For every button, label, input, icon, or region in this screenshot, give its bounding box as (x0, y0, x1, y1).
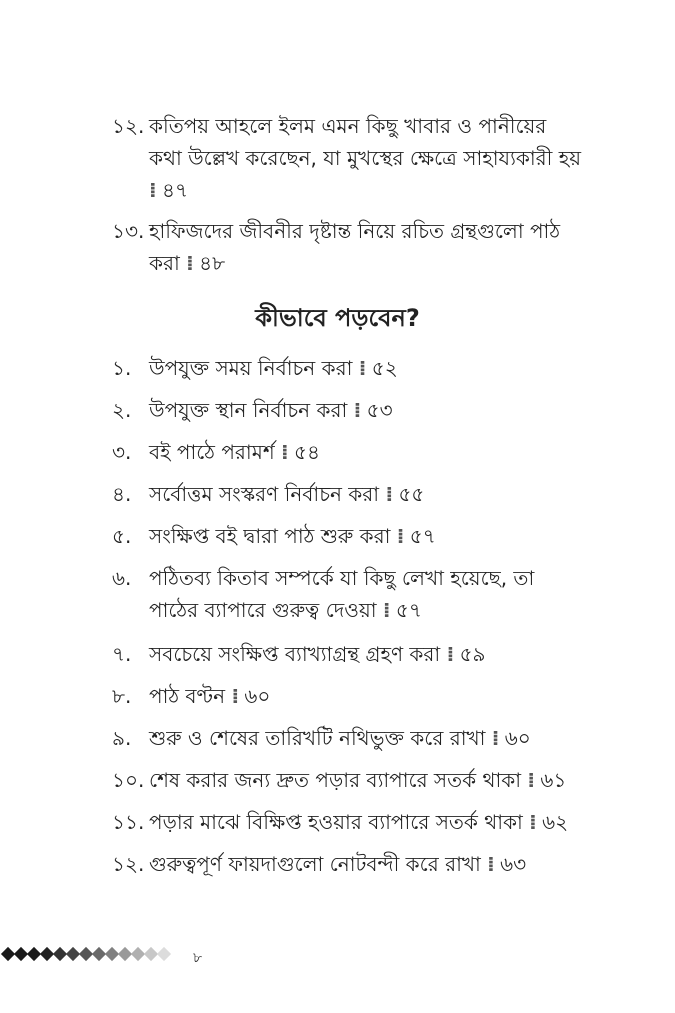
entry-number: ১. (112, 356, 132, 380)
entry-title: সবচেয়ে সংক্ষিপ্ত ব্যাখ্যাগ্রন্থ গ্রহণ করা (149, 642, 441, 666)
entry-title: শুরু ও শেষের তারিখটি নথিভুক্ত করে রাখা (149, 726, 486, 750)
separator-icon: ⁞ (231, 684, 239, 708)
entry-page: ৪৮ (199, 251, 226, 275)
entry-text (149, 394, 582, 426)
entry-title: বই পাঠে পরামর্শ (149, 440, 275, 464)
entry-number: ১২. (112, 852, 145, 876)
entry-number: ১০. (112, 768, 145, 792)
entry-number: ৩. (112, 440, 132, 464)
entry-text (149, 110, 582, 206)
entry-number: ৪. (112, 482, 132, 506)
toc-entry (112, 806, 582, 838)
separator-icon: ⁞ (353, 398, 361, 422)
entry-number: ৭. (112, 642, 132, 666)
section-heading: কীভাবে পড়বেন? (255, 304, 420, 332)
entry-text (149, 638, 582, 670)
separator-icon: ⁞ (385, 482, 393, 506)
separator-icon: ⁞ (149, 178, 156, 202)
entry-page: ৫৭ (395, 598, 422, 622)
separator-icon: ⁞ (529, 810, 536, 834)
toc-entry (112, 436, 582, 468)
entry-page: ৬৩ (500, 852, 527, 876)
entry-number: ১২. (112, 114, 145, 138)
entry-number: ৫. (112, 524, 132, 548)
entry-title: পাঠ বণ্টন (149, 684, 226, 708)
separator-icon: ⁞ (487, 852, 494, 876)
entry-page: ৫৩ (366, 398, 393, 422)
entry-title: শেষ করার জন্য দ্রুত পড়ার ব্যাপারে সতর্ক থাকা (149, 768, 522, 792)
separator-icon: ⁞ (446, 642, 454, 666)
toc-entry (112, 680, 582, 712)
separator-icon: ⁞ (382, 598, 390, 622)
entry-number: ১১. (112, 810, 145, 834)
toc-entry (112, 520, 582, 552)
entry-page: ৫২ (371, 356, 398, 380)
entry-number: ৬. (112, 566, 132, 590)
entry-title: সর্বোত্তম সংস্করণ নির্বাচন করা (149, 482, 380, 506)
separator-icon: ⁞ (281, 440, 288, 464)
entry-title: উপযুক্ত সময় নির্বাচন করা (149, 356, 353, 380)
entry-text (149, 848, 582, 880)
entry-text (149, 680, 582, 712)
toc-entry (112, 215, 582, 279)
entry-page: ৬০ (504, 726, 531, 750)
entry-title: পঠিতব্য কিতাব সম্পর্কে যা কিছু লেখা হয়েছে, তা পাঠের ব্যাপারে গুরুত্ব দেওয়া (149, 566, 535, 622)
toc-entry (112, 478, 582, 510)
entry-number: ৯. (112, 726, 132, 750)
entry-text (149, 215, 582, 279)
entry-title: পড়ার মাঝে বিক্ষিপ্ত হওয়ার ব্যাপারে সতর্ক থাকা (149, 810, 523, 834)
toc-entry (112, 110, 582, 206)
entry-number: ২. (112, 398, 132, 422)
entry-text (149, 562, 582, 626)
toc-entry (112, 848, 582, 880)
entry-page: ৫৪ (294, 440, 320, 464)
entry-text (149, 806, 582, 838)
entry-page: ৫৯ (459, 642, 486, 666)
entry-page: ৬১ (540, 768, 567, 792)
entry-title: গুরুত্বপূর্ণ ফায়দাগুলো নোটবন্দী করে রাখা (149, 852, 481, 876)
toc-entry (112, 352, 582, 384)
separator-icon: ⁞ (527, 768, 535, 792)
toc-entry (112, 394, 582, 426)
toc-entry (112, 764, 582, 796)
entry-text (149, 352, 582, 384)
entry-text (149, 722, 582, 754)
entry-title: উপযুক্ত স্থান নির্বাচন করা (149, 398, 348, 422)
entry-page: ৬২ (542, 810, 569, 834)
entry-page: ৬০ (244, 684, 271, 708)
separator-icon: ⁞ (358, 356, 366, 380)
toc-entry (112, 562, 582, 626)
entry-page: ৫৫ (398, 482, 425, 506)
entry-page: ৪৭ (161, 178, 188, 202)
entry-title: কতিপয় আহলে ইলম এমন কিছু খাবার ও পানীয়ের কথা উল্লেখ করেছেন, যা মুখস্থের ক্ষেত্রে সাহায্যকারী হয় (149, 114, 582, 170)
entry-text (149, 520, 582, 552)
toc-entry (112, 722, 582, 754)
separator-icon: ⁞ (186, 251, 193, 275)
entry-title: সংক্ষিপ্ত বই দ্বারা পাঠ শুরু করা (149, 524, 391, 548)
separator-icon: ⁞ (491, 726, 499, 750)
entry-text (149, 478, 582, 510)
entry-number: ৮. (112, 684, 132, 708)
page-number: ৮ (193, 950, 203, 966)
entry-text (149, 764, 582, 796)
diamond-icon (157, 947, 171, 961)
entry-page: ৫৭ (409, 524, 436, 548)
separator-icon: ⁞ (396, 524, 404, 548)
entry-number: ১৩. (112, 219, 145, 243)
footer-diamond-ornament (2, 947, 170, 961)
toc-entry (112, 638, 582, 670)
entry-text (149, 436, 582, 468)
entry-title: হাফিজদের জীবনীর দৃষ্টান্ত নিয়ে রচিত গ্রন্থগুলো পাঠ করা (149, 219, 561, 275)
